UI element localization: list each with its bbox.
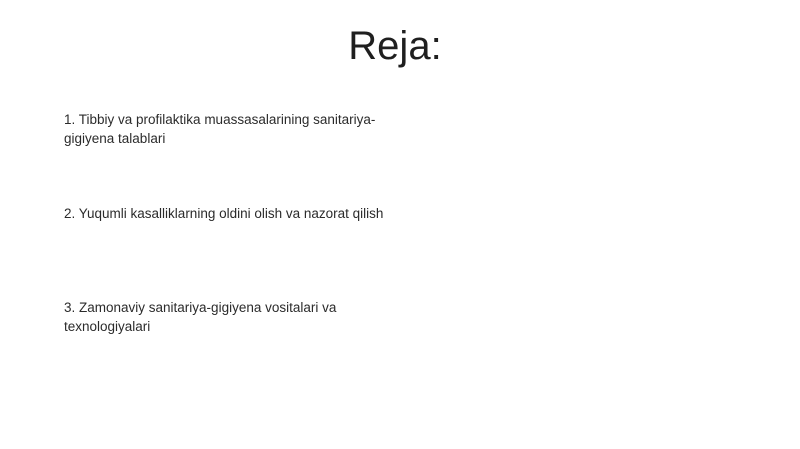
- agenda-item-2: 2. Yuqumli kasalliklarning oldini olish va nazorat qilish: [64, 206, 384, 221]
- agenda-item-3: 3. Zamonaviy sanitariya-gigiyena vositalari va texnologiyalari: [64, 300, 337, 334]
- slide-title: Reja:: [348, 24, 442, 68]
- agenda-item-1: 1. Tibbiy va profilaktika muassasalarining sanitariya-gigiyena talablari: [64, 112, 376, 146]
